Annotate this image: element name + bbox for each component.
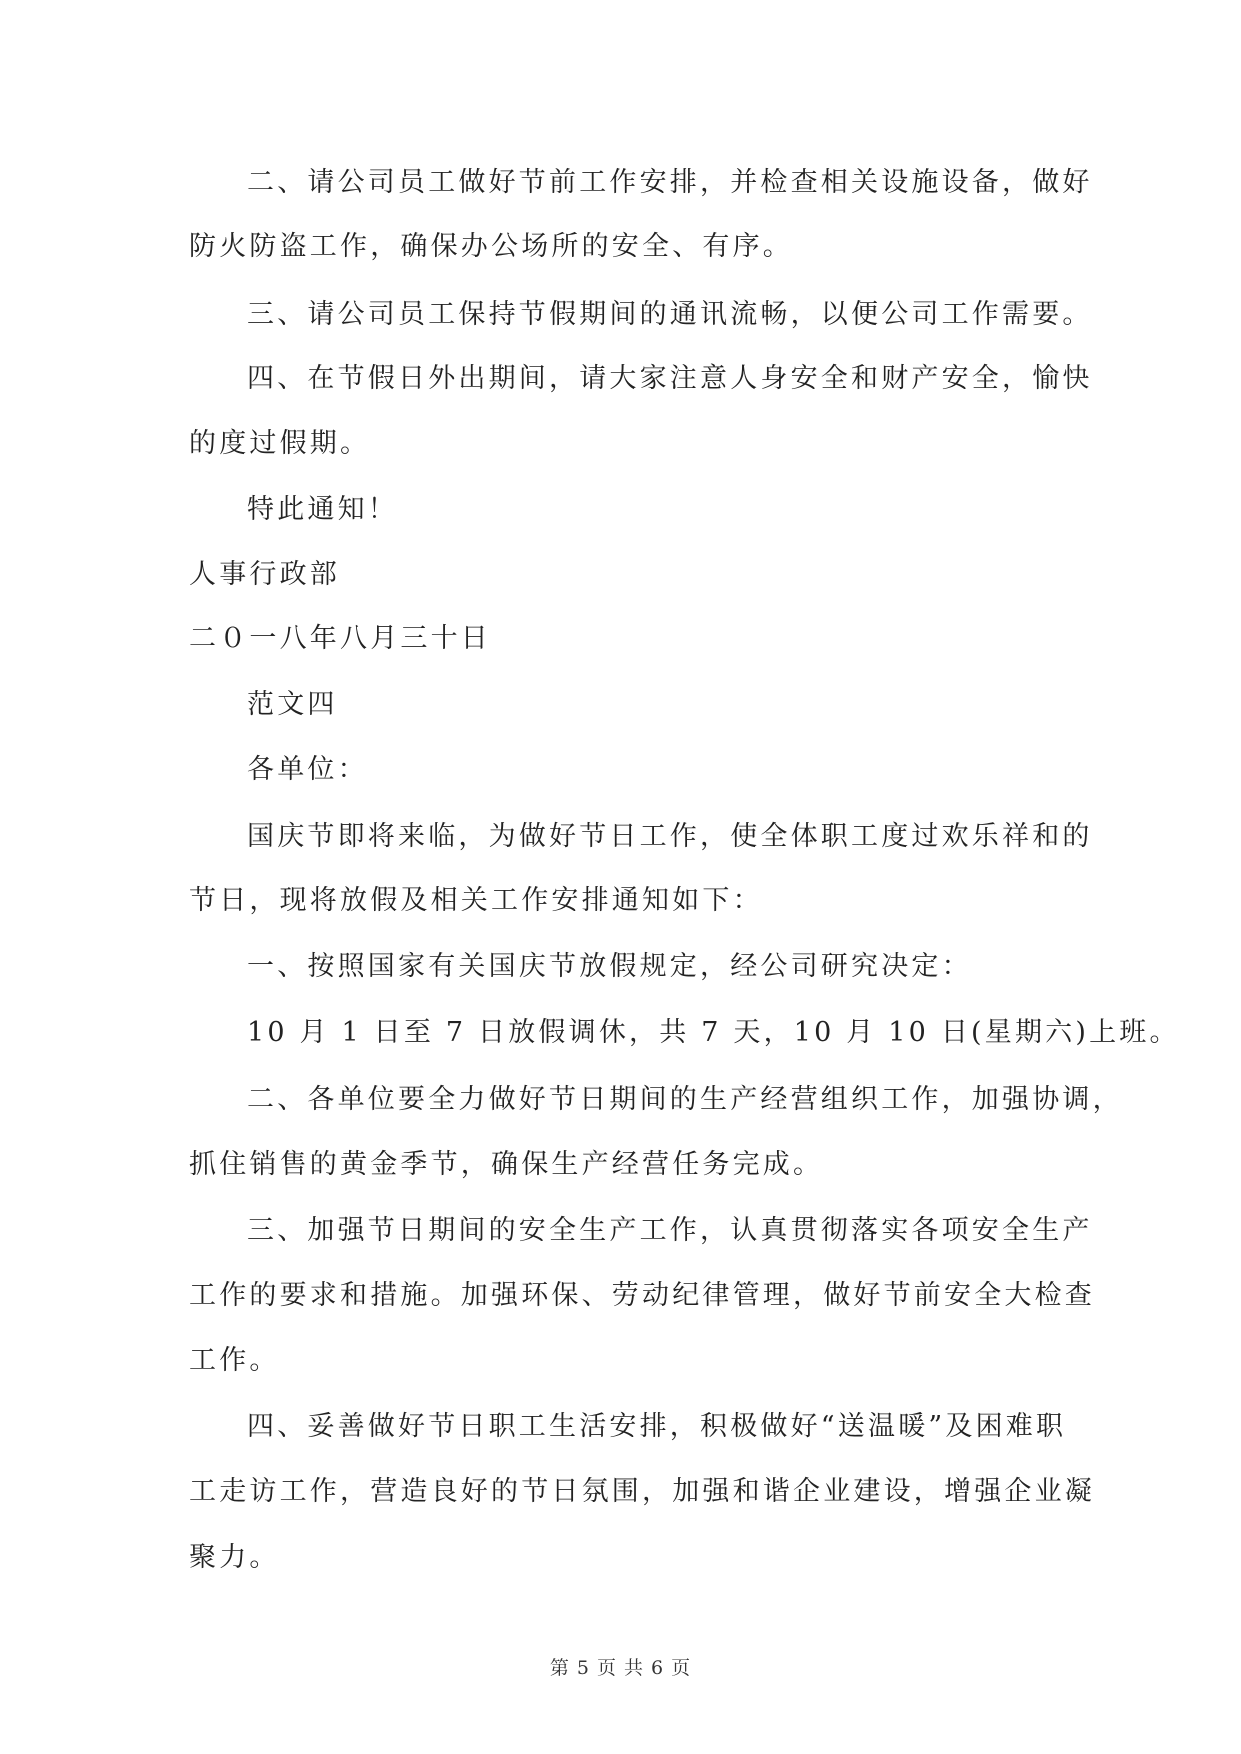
paragraph-line: 10 月 1 日至 7 日放假调休，共 7 天，10 月 10 日(星期六)上班。 (247, 1017, 1180, 1048)
paragraph-line: 三、加强节日期间的安全生产工作，认真贯彻落实各项安全生产 (247, 1215, 1093, 1246)
paragraph-line: 二、各单位要全力做好节日期间的生产经营组织工作，加强协调， (247, 1084, 1123, 1115)
paragraph-line: 工作的要求和措施。加强环保、劳动纪律管理，做好节前安全大检查 (189, 1280, 1095, 1311)
paragraph-line: 国庆节即将来临，为做好节日工作，使全体职工度过欢乐祥和的 (247, 821, 1093, 852)
paragraph-line: 一、按照国家有关国庆节放假规定，经公司研究决定： (247, 951, 972, 982)
paragraph-line: 工走访工作，营造良好的节日氛围，加强和谐企业建设，增强企业凝 (189, 1476, 1095, 1507)
paragraph-line: 聚力。 (189, 1542, 280, 1573)
salutation: 各单位： (247, 754, 368, 785)
paragraph-line: 节日，现将放假及相关工作安排通知如下： (189, 885, 763, 916)
closing-line: 特此通知！ (247, 494, 398, 525)
page-number-footer: 第 5 页 共 6 页 (549, 1657, 692, 1679)
paragraph-line: 二、请公司员工做好节前工作安排，并检查相关设施设备，做好 (247, 167, 1093, 198)
paragraph-line: 三、请公司员工保持节假期间的通讯流畅，以便公司工作需要。 (247, 299, 1093, 330)
paragraph-line: 抓住销售的黄金季节，确保生产经营任务完成。 (189, 1149, 824, 1180)
section-heading: 范文四 (247, 689, 338, 720)
signature-department: 人事行政部 (189, 559, 340, 590)
paragraph-line: 四、妥善做好节日职工生活安排，积极做好“送温暖”及困难职 (247, 1411, 1067, 1442)
paragraph-line: 工作。 (189, 1345, 280, 1376)
signature-date: 二０一八年八月三十日 (189, 623, 491, 654)
paragraph-line: 防火防盗工作，确保办公场所的安全、有序。 (189, 231, 793, 262)
paragraph-line: 四、在节假日外出期间，请大家注意人身安全和财产安全，愉快 (247, 363, 1093, 394)
paragraph-line: 的度过假期。 (189, 428, 371, 459)
